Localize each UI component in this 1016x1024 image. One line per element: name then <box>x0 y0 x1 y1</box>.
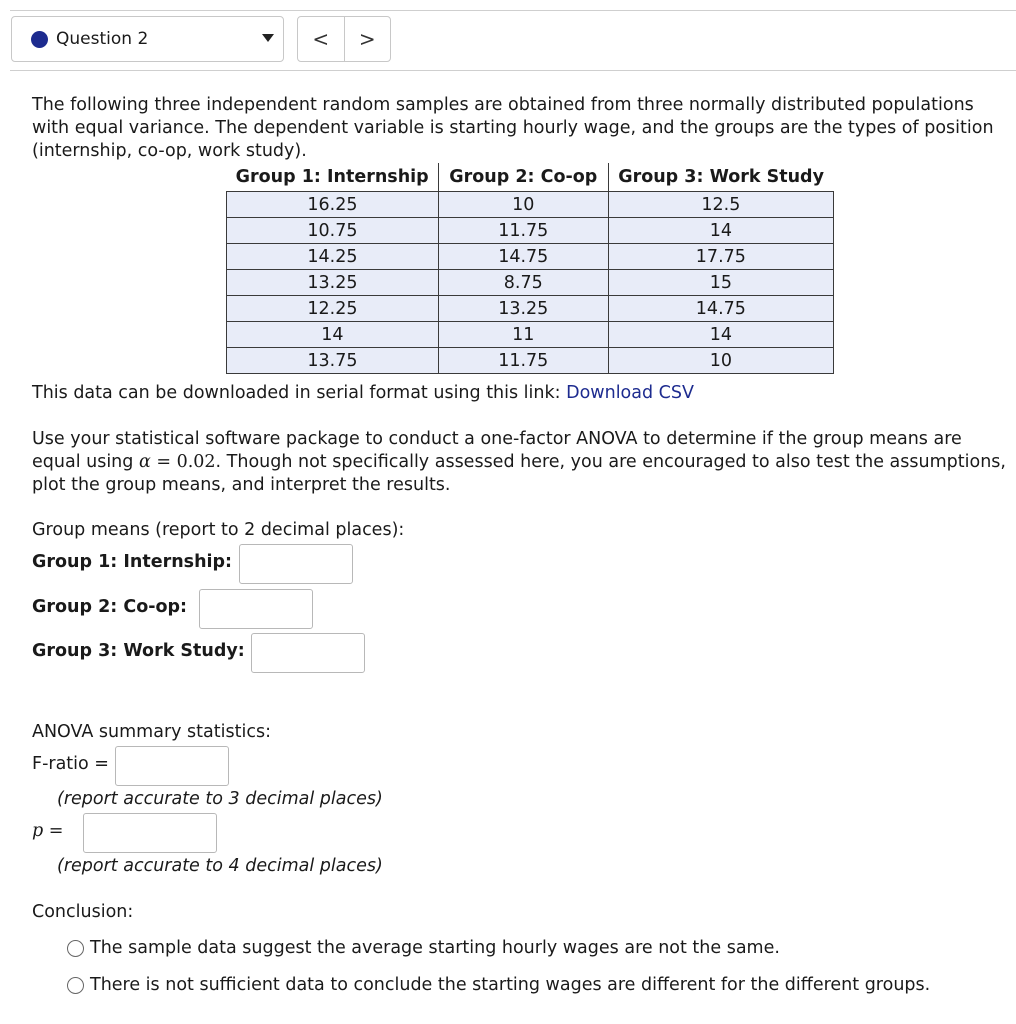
table-header-group3: Group 3: Work Study <box>608 163 833 192</box>
f-ratio-label: F-ratio = <box>32 754 109 774</box>
question-nav <box>297 16 391 62</box>
question-status-dot <box>31 31 48 48</box>
table-cell: 14.25 <box>227 244 439 270</box>
group2-label: Group 2: Co-op: <box>32 597 188 617</box>
table-cell: 17.75 <box>608 244 833 270</box>
instructions-text <box>32 428 1007 497</box>
conclusion-heading: Conclusion: <box>32 902 134 922</box>
table-cell: 15 <box>608 270 833 296</box>
table-cell: 10 <box>608 348 833 374</box>
table-header-group1: Group 1: Internship <box>227 163 439 192</box>
group1-label: Group 1: Internship: <box>32 552 233 572</box>
conclusion-option-1[interactable] <box>67 938 780 958</box>
next-question-button[interactable]: > <box>344 17 391 61</box>
f-ratio-input[interactable] <box>115 746 229 786</box>
table-cell: 11 <box>438 322 608 348</box>
table-cell: 10 <box>438 192 608 218</box>
download-csv-link[interactable]: Download CSV <box>566 383 694 403</box>
intro-text: The following three independent random samples are obtained from three normally distributed populations with equal variance. The dependent variable is starting hourly wage, and the groups are the types of position (internship, co-op, work study). <box>32 95 994 161</box>
table-row <box>227 322 834 348</box>
p-value-label: p = <box>32 821 64 841</box>
table-cell: 14.75 <box>608 296 833 322</box>
instructions-before: Use your statistical software package to conduct a one-factor ANOVA to determine if the group means are equal using <box>32 429 962 472</box>
table-cell: 14 <box>608 218 833 244</box>
group2-mean-input[interactable] <box>199 589 313 629</box>
alpha-symbol: α <box>138 452 151 472</box>
alpha-value: 0.02 <box>176 452 216 472</box>
table-cell: 14.75 <box>438 244 608 270</box>
f-ratio-note: (report accurate to 3 decimal places) <box>57 789 383 809</box>
table-cell: 10.75 <box>227 218 439 244</box>
question-select[interactable] <box>11 16 284 62</box>
table-cell: 13.25 <box>227 270 439 296</box>
previous-question-button[interactable]: < <box>312 27 330 51</box>
table-cell: 8.75 <box>438 270 608 296</box>
table-row <box>227 192 834 218</box>
table-cell: 12.25 <box>227 296 439 322</box>
conclusion-option-label: The sample data suggest the average starting hourly wages are not the same. <box>90 938 780 958</box>
conclusion-option-label: There is not sufficient data to conclude the starting wages are different for the different groups. <box>90 975 931 995</box>
conclusion-option-2[interactable] <box>67 975 930 995</box>
table-cell: 13.75 <box>227 348 439 374</box>
radio-button[interactable] <box>67 940 84 957</box>
download-line <box>32 382 694 405</box>
table-cell: 11.75 <box>438 348 608 374</box>
table-header-row <box>227 163 834 192</box>
anova-heading: ANOVA summary statistics: <box>32 722 271 742</box>
table-row <box>227 270 834 296</box>
dropdown-arrow-icon <box>262 34 274 42</box>
table-cell: 14 <box>227 322 439 348</box>
group3-label: Group 3: Work Study: <box>32 641 245 661</box>
p-value-note: (report accurate to 4 decimal places) <box>57 856 383 876</box>
table-cell: 13.25 <box>438 296 608 322</box>
table-row <box>227 348 834 374</box>
instructions-after: . Though not specifically assessed here, you are encouraged to also test the assumptions, plot the group means, and interpret the results. <box>32 452 1006 495</box>
group3-mean-input[interactable] <box>251 633 365 673</box>
table-row <box>227 296 834 322</box>
header-divider <box>10 70 1016 71</box>
table-row <box>227 218 834 244</box>
radio-button[interactable] <box>67 977 84 994</box>
alpha-equals: = <box>150 452 177 472</box>
p-value-input[interactable] <box>83 813 217 853</box>
group1-mean-input[interactable] <box>239 544 353 584</box>
table-cell: 14 <box>608 322 833 348</box>
question-label: Question 2 <box>56 29 149 49</box>
top-divider <box>10 10 1016 11</box>
data-table <box>226 163 834 374</box>
download-text: This data can be downloaded in serial format using this link: <box>32 383 561 403</box>
table-row <box>227 244 834 270</box>
table-cell: 12.5 <box>608 192 833 218</box>
group-means-heading: Group means (report to 2 decimal places): <box>32 520 405 540</box>
table-cell: 16.25 <box>227 192 439 218</box>
table-cell: 11.75 <box>438 218 608 244</box>
table-header-group2: Group 2: Co-op <box>438 163 608 192</box>
